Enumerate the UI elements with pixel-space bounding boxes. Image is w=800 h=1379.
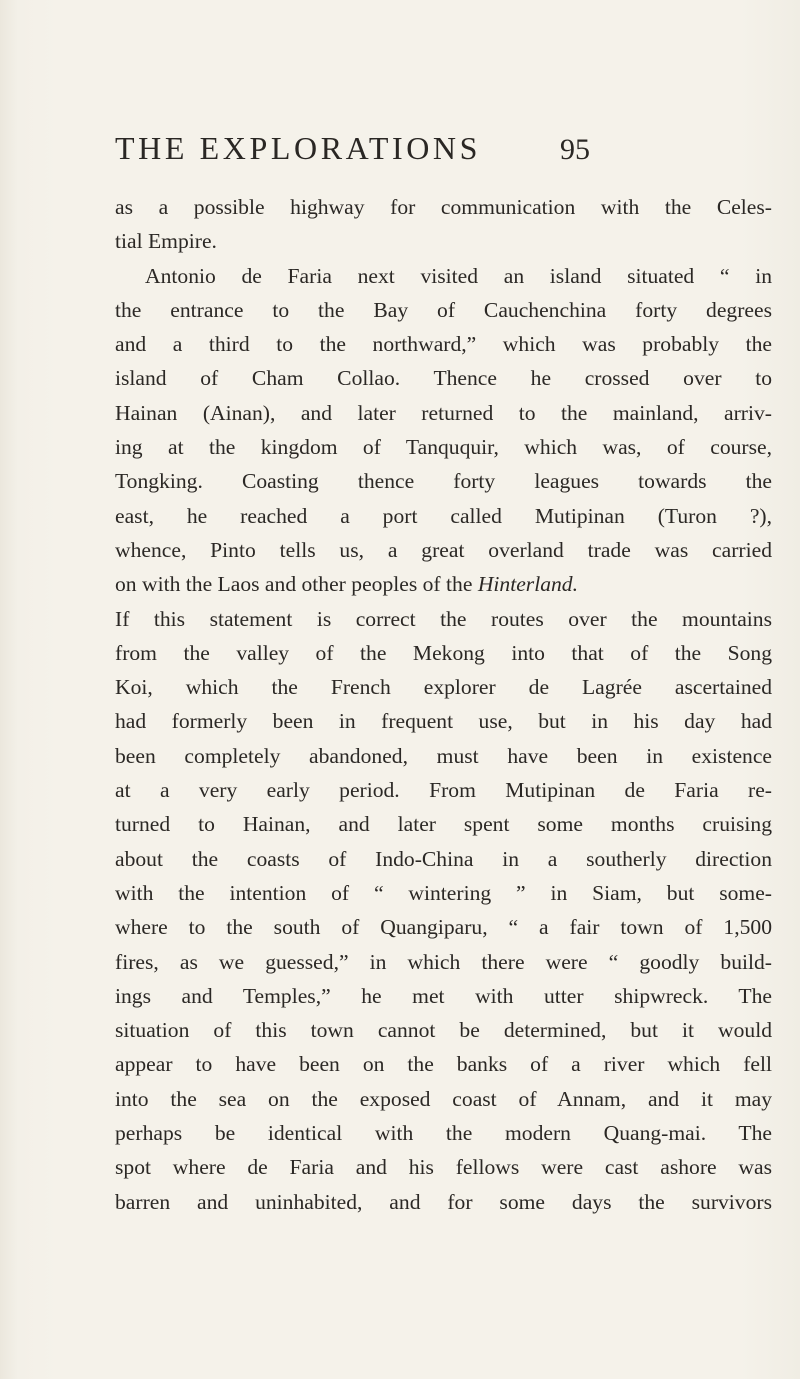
text-line: ings and Temples,” he met with utter shipwreck. The [115,983,772,1008]
text-line: as a possible highway for communication with the Celes- [115,195,772,219]
body-text [115,190,772,1219]
text-line: east, he reached a port called Mutipinan (Turon ?), [115,503,772,528]
text-line: Hainan (Ainan), and later returned to the mainland, arriv- [115,400,772,425]
text-line: the entrance to the Bay of Cauchenchina forty degrees [115,297,772,322]
text-line-segment: on with the Laos and other peoples of the [115,572,478,597]
text-line [115,567,772,601]
text-line: situation of this town cannot be determined, but it would [115,1018,772,1043]
text-line: fires, as we guessed,” in which there were “ goodly build- [115,949,772,974]
text-line: turned to Hainan, and later spent some months cruising [115,812,772,837]
text-line: tial Empire. [115,229,217,254]
text-line: island of Cham Collao. Thence he crossed over to [115,366,772,391]
text-line: had formerly been in frequent use, but in his day had [115,709,772,734]
italic-word: Hinterland. [477,572,578,597]
text-line: perhaps be identical with the modern Quang-mai. The [115,1121,772,1146]
text-line: and a third to the northward,” which was probably the [115,332,772,357]
text-line: spot where de Faria and his fellows were cast ashore was [115,1155,772,1180]
text-line: ing at the kingdom of Tanququir, which was, of course, [115,435,772,460]
text-line: Antonio de Faria next visited an island situated “ in [145,263,772,288]
text-line: at a very early period. From Mutipinan de Faria re- [115,778,772,803]
text-line: about the coasts of Indo-China in a southerly direction [115,846,772,871]
page-header [115,128,775,168]
text-line: whence, Pinto tells us, a great overland trade was carried [115,537,772,562]
text-line: into the sea on the exposed coast of Annam, and it may [115,1086,772,1111]
running-head: THE EXPLORATIONS [115,130,482,166]
text-line: appear to have been on the banks of a river which fell [115,1052,772,1077]
page-number: 95 [560,133,590,166]
text-line: Koi, which the French explorer de Lagrée ascertained [115,675,772,700]
text-line: with the intention of “ wintering ” in Siam, but some- [115,880,772,905]
text-line: Tongking. Coasting thence forty leagues towards the [115,469,772,494]
text-line: from the valley of the Mekong into that of the Song [115,640,772,665]
text-line: barren and uninhabited, and for some days the survivors [115,1189,772,1214]
text-line: where to the south of Quangiparu, “ a fair town of 1,500 [115,915,772,940]
text-line: been completely abandoned, must have been in existence [115,743,772,768]
text-line: If this statement is correct the routes over the mountains [115,606,772,631]
